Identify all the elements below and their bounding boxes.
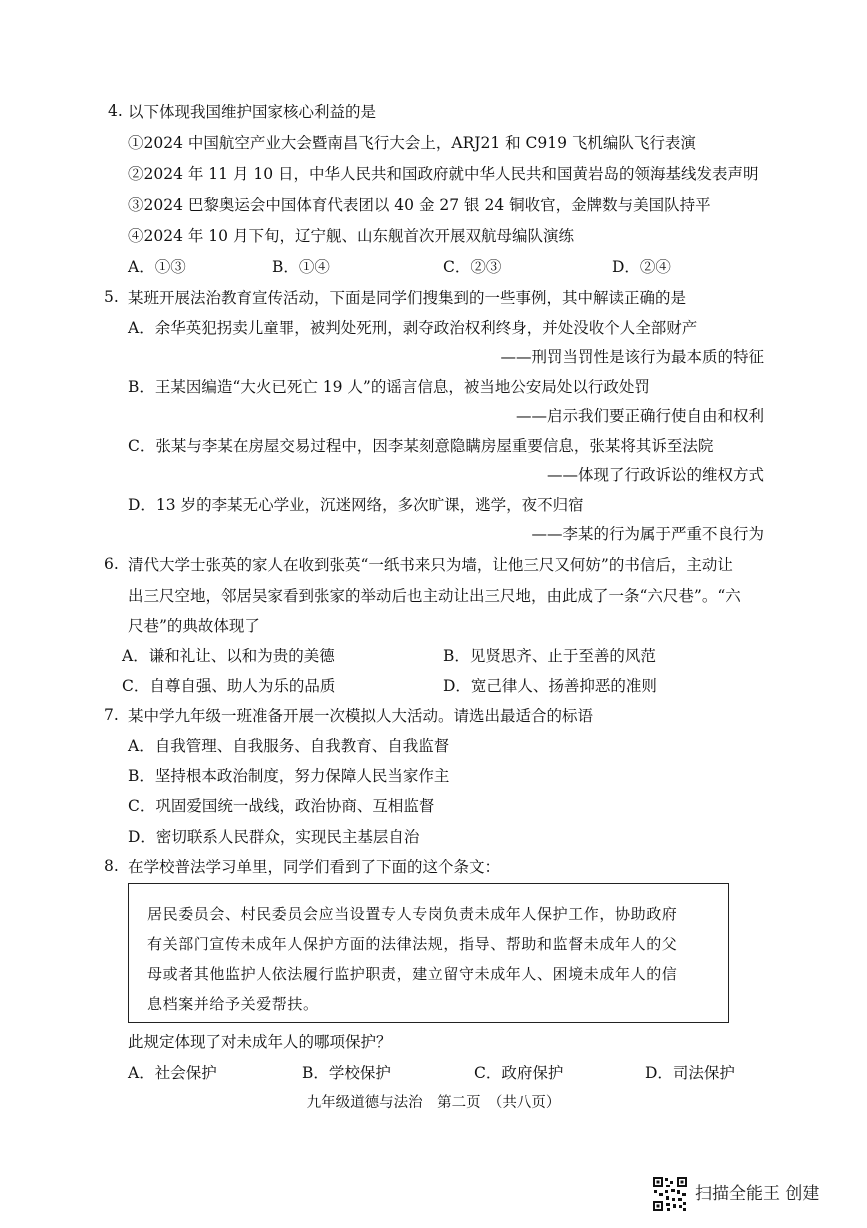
q6-line-3: 尺巷”的典故体现了 xyxy=(128,617,260,635)
q7-number: 7. xyxy=(104,706,119,724)
q6-option-c: C．自尊自强、助人为乐的品质 xyxy=(122,677,336,695)
q8-option-b: B．学校保护 xyxy=(302,1064,391,1082)
q7-option-c: C．巩固爱国统一战线，政治协商、互相监督 xyxy=(128,797,435,815)
q7-stem: 某中学九年级一班准备开展一次模拟人大活动。请选出最适合的标语 xyxy=(128,707,594,725)
q5-option-a-note: ——刑罚当罚性是该行为最本质的特征 xyxy=(500,348,764,366)
q6-number: 6. xyxy=(104,555,119,573)
q6-line-2: 出三尺空地，邻居吴家看到张家的举动后也主动让出三尺地，由此成了一条“六尺巷”。“六 xyxy=(128,587,741,605)
q8-stem: 在学校普法学习单里，同学们看到了下面的这个条文： xyxy=(128,858,501,876)
q6-option-b: B．见贤思齐、止于至善的风范 xyxy=(443,647,656,665)
q6-option-d: D．宽己律人、扬善抑恶的准则 xyxy=(443,677,657,695)
page-footer: 九年级道德与法治 第二页 （共八页） xyxy=(306,1095,561,1111)
q4-stem: 以下体现我国维护国家核心利益的是 xyxy=(128,103,377,121)
q8-box-line-2: 有关部门宣传未成年人保护方面的法律法规，指导、帮助和监督未成年人的父 xyxy=(147,935,678,953)
q8-box-line-1: 居民委员会、村民委员会应当设置专人专岗负责未成年人保护工作，协助政府 xyxy=(147,905,678,923)
q7-option-d: D．密切联系人民群众，实现民主基层自治 xyxy=(128,828,420,846)
q8-number: 8. xyxy=(104,857,119,875)
q8-option-c: C．政府保护 xyxy=(474,1064,564,1082)
scanner-watermark-text: 扫描全能王 创建 xyxy=(695,1184,820,1204)
q5-option-d: D．13 岁的李某无心学业，沉迷网络，多次旷课，逃学，夜不归宿 xyxy=(128,496,584,514)
q8-question: 此规定体现了对未成年人的哪项保护？ xyxy=(128,1033,392,1051)
qr-code-icon xyxy=(652,1176,688,1212)
q7-option-a: A．自我管理、自我服务、自我教育、自我监督 xyxy=(128,737,450,755)
q4-option-c: C．②③ xyxy=(443,258,502,276)
q4-number: 4. xyxy=(108,102,123,120)
q4-item-3: ③2024 巴黎奥运会中国体育代表团以 40 金 27 银 24 铜收官，金牌数与美国队持平 xyxy=(128,196,711,214)
q6-line-1: 清代大学士张英的家人在收到张英“一纸书来只为墙，让他三尺又何妨”的书信后，主动让 xyxy=(128,556,733,574)
q5-option-d-note: ——李某的行为属于严重不良行为 xyxy=(531,525,764,543)
q5-option-a: A．余华英犯拐卖儿童罪，被判处死刑，剥夺政治权利终身，并处没收个人全部财产 xyxy=(128,319,698,337)
q4-item-4: ④2024 年 10 月下旬，辽宁舰、山东舰首次开展双航母编队演练 xyxy=(128,227,574,245)
q6-option-a: A．谦和礼让、以和为贵的美德 xyxy=(122,647,335,665)
q7-option-b: B．坚持根本政治制度，努力保障人民当家作主 xyxy=(128,767,450,785)
q5-option-b: B．王某因编造“大火已死亡 19 人”的谣言信息，被当地公安局处以行政处罚 xyxy=(128,378,650,396)
q8-box-line-4: 息档案并给予关爱帮扶。 xyxy=(147,995,319,1013)
q5-stem: 某班开展法治教育宣传活动，下面是同学们搜集到的一些事例，其中解读正确的是 xyxy=(128,289,687,307)
q4-item-2: ②2024 年 11 月 10 日，中华人民共和国政府就中华人民共和国黄岩岛的领海基线发表声明 xyxy=(128,165,759,183)
q8-box-line-3: 母或者其他监护人依法履行监护职责，建立留守未成年人、困境未成年人的信 xyxy=(147,965,678,983)
q8-option-a: A．社会保护 xyxy=(128,1064,217,1082)
q8-legal-excerpt-box xyxy=(128,883,729,1023)
q5-option-c: C．张某与李某在房屋交易过程中，因李某刻意隐瞒房屋重要信息，张某将其诉至法院 xyxy=(128,437,714,455)
q5-number: 5. xyxy=(104,288,119,306)
q5-option-b-note: ——启示我们要正确行使自由和权利 xyxy=(515,407,764,425)
q4-item-1: ①2024 中国航空产业大会暨南昌飞行大会上，ARJ21 和 C919 飞机编队飞行表演 xyxy=(128,134,696,152)
q4-option-a: A．①③ xyxy=(128,258,186,276)
q4-option-d: D．②④ xyxy=(612,258,671,276)
q8-option-d: D．司法保护 xyxy=(645,1064,735,1082)
q5-option-c-note: ——体现了行政诉讼的维权方式 xyxy=(546,466,764,484)
q4-option-b: B．①④ xyxy=(272,258,330,276)
